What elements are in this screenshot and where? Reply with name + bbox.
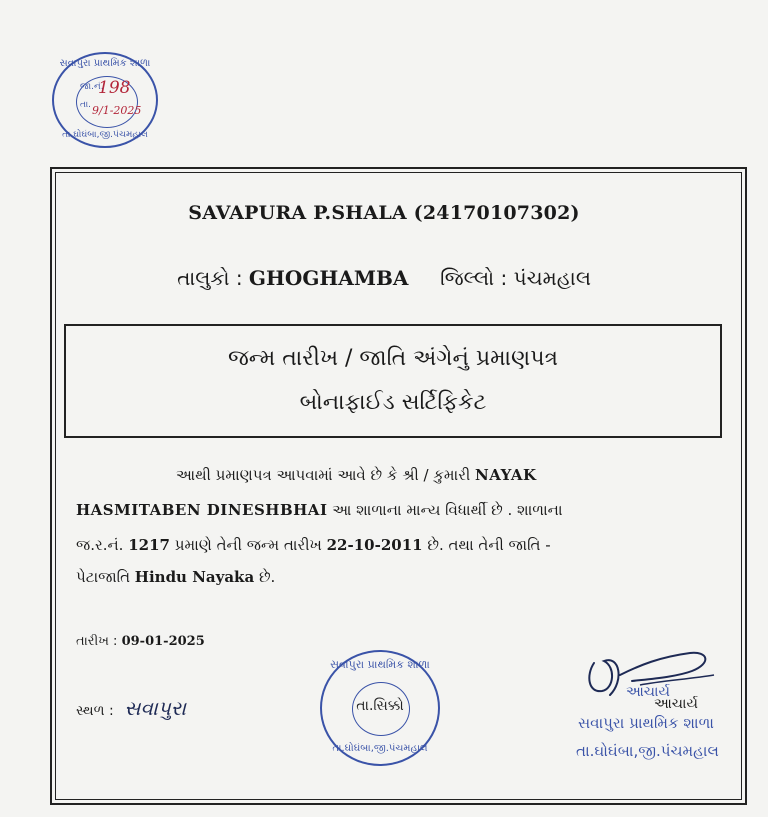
principal-title-stamp: આચાર્ય (626, 684, 670, 700)
seal-ring-top: સવાપુરા પ્રાથમિક શાળા (330, 658, 430, 671)
certificate-title-box (64, 324, 722, 438)
dob-label: પ્રમાણે તેની જન્મ તારીખ (174, 536, 322, 554)
school-seal (320, 650, 440, 766)
issue-place (76, 696, 186, 720)
stamp-no-value: 198 (98, 78, 131, 98)
principal-place-stamp: તા.ઘોઘંબા,જી.પંચમહાલ (576, 742, 719, 760)
caste-value: Hindu Nayaka (134, 568, 255, 586)
principal-title: આચાર્ય (654, 696, 698, 712)
body-end-text: છે. (258, 568, 276, 586)
body-line-3 (76, 536, 710, 554)
issue-date-label: તારીખ : (76, 634, 118, 649)
caste-intro: છે. તથા તેની જાતિ - (427, 536, 551, 554)
place-label: સ્થળ : (76, 703, 114, 719)
place-value-handwritten: સવાપુરા (124, 696, 186, 720)
school-name-heading: SAVAPURA P.SHALA (24170107302) (188, 202, 580, 224)
student-surname: NAYAK (475, 466, 537, 484)
stamp-ring-bottom: તા.ઘોઘંબા,જી.પંચમહાલ (62, 130, 148, 140)
body-student-text: આ શાળાના માન્ય વિધાર્થી છે . શાળાના (332, 501, 563, 519)
inward-number-stamp (52, 52, 158, 148)
taluka-label: તાલુકો : (177, 266, 243, 290)
body-line-1 (76, 466, 710, 484)
student-name: HASMITABEN DINESHBHAI (76, 501, 328, 519)
dob-value: 22-10-2011 (326, 536, 423, 554)
body-line-2 (76, 501, 710, 519)
reg-no-label: જ.ર.નં. (76, 536, 124, 554)
stamp-date-label: તા. (80, 100, 92, 110)
body-line-4 (76, 568, 710, 586)
principal-school-stamp: સવાપુરા પ્રાથમિક શાળા (578, 714, 714, 732)
seal-ring-bottom: તા.ઘોઘંબા,જી.પંચમહાલ (332, 743, 428, 754)
certificate-title-bonafide: બોનાફાઈડ સર્ટિફિકેટ (299, 390, 487, 415)
issue-date-value: 09-01-2025 (121, 634, 205, 649)
taluka-district-line (0, 266, 768, 290)
seal-center-text: તા.સિક્કો (356, 698, 404, 714)
stamp-ring-top: સવાપુરા પ્રાથમિક શાળા (59, 58, 151, 69)
subcaste-label: પેટાજાતિ (76, 568, 131, 586)
district-value: પંચમહાલ (513, 266, 591, 290)
taluka-value: GHOGHAMBA (248, 266, 409, 290)
reg-no-value: 1217 (128, 536, 170, 554)
district-label: જિલ્લો : (440, 266, 508, 290)
stamp-no-label: જા.નં. (80, 82, 104, 92)
certificate-title-gujarati: જન્મ તારીખ / જાતિ અંગેનું પ્રમાણપત્ર (227, 346, 559, 371)
issue-date (76, 634, 205, 649)
body-intro-text: આથી પ્રમાણપત્ર આપવામાં આવે છે કે શ્રી / કુમારી (176, 466, 471, 484)
stamp-date-value: 9/1-2025 (92, 104, 142, 117)
